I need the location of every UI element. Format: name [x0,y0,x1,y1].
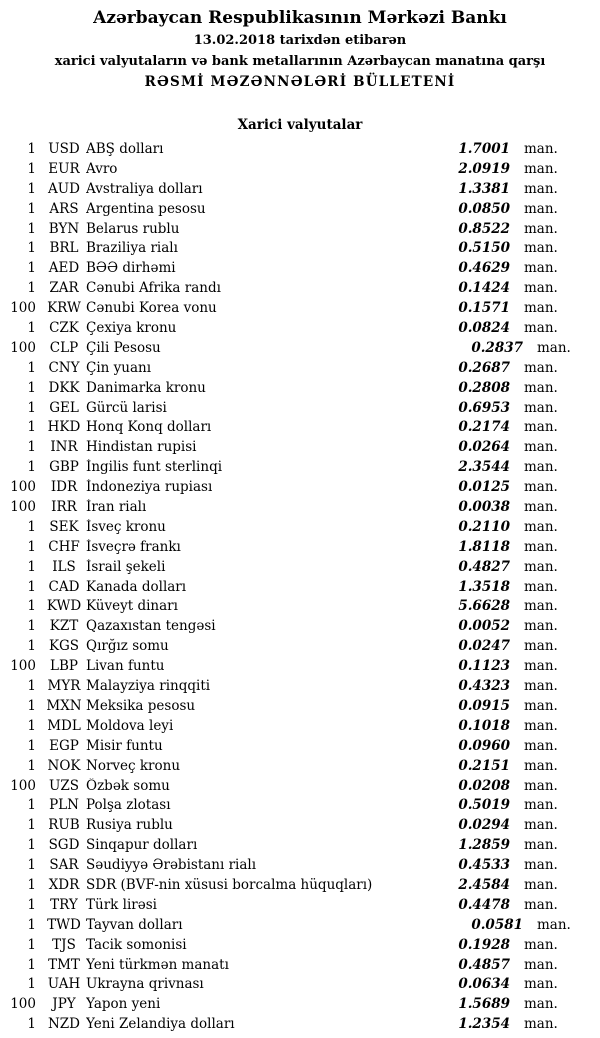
currency-name: Tayvan dolları [86,916,183,933]
currency-code: BYN [48,220,80,237]
rate-value: 0.4827 [458,558,510,575]
table-row [8,658,556,678]
currency-name: Livan funtu [86,658,165,675]
currency-name: Avstraliya dolları [86,180,203,197]
currency-name: Braziliya rialı [86,240,178,257]
currency-name: Honq Konq dolları [86,419,212,436]
quantity: 1 [27,538,36,555]
table-row [8,539,556,559]
rate-value: 0.4629 [458,260,510,277]
quantity: 1 [27,697,36,714]
unit-label: man. [524,518,558,535]
quantity: 1 [27,359,36,376]
currency-name: İsveçrə frankı [86,538,181,555]
currency-name: Türk lirəsi [86,896,157,913]
currency-name: İsrail şekeli [86,558,166,575]
unit-label: man. [524,1016,558,1033]
unit-label: man. [524,359,558,376]
unit-label: man. [524,200,558,217]
table-row [8,380,556,400]
rate-value: 0.0247 [458,638,510,655]
quantity: 1 [27,240,36,257]
currency-code: LBP [50,658,78,675]
currency-code: ILS [52,558,76,575]
quantity: 1 [27,598,36,615]
unit-label: man. [524,379,558,396]
table-row [8,221,556,241]
currency-code: ARS [49,200,79,217]
currency-code: UAH [47,976,81,993]
table-row [8,678,556,698]
table-row [8,459,556,479]
quantity: 1 [27,916,36,933]
unit-label: man. [524,260,558,277]
quantity: 1 [27,638,36,655]
currency-code: CNY [48,359,80,376]
quantity: 1 [27,1016,36,1033]
currency-name: Cənubi Korea vonu [86,300,217,317]
quantity: 1 [27,737,36,754]
table-row [8,837,556,857]
currency-code: NOK [47,757,81,774]
unit-label: man. [524,857,558,874]
rate-value: 0.0052 [458,618,510,635]
currency-code: KZT [49,618,79,635]
rate-value: 0.0824 [458,320,510,337]
rate-value: 0.0960 [458,737,510,754]
rate-value: 0.6953 [458,399,510,416]
subtitle-line: xarici valyutaların və bank metallarının Azərbaycan manatına qarşı [54,54,546,69]
currency-code: CZK [49,320,79,337]
table-row [8,400,556,420]
table-row [8,698,556,718]
table-row [8,598,556,618]
quantity: 1 [27,399,36,416]
unit-label: man. [524,459,558,476]
table-row [8,916,571,937]
unit-label: man. [524,598,558,615]
table-row [8,439,556,459]
unit-label: man. [524,558,558,575]
rate-value: 5.6628 [458,598,510,615]
rate-value: 0.4478 [458,896,510,913]
currency-code: NZD [47,1016,81,1033]
currency-code: CAD [48,578,80,595]
unit-label: man. [537,339,571,356]
quantity: 1 [27,518,36,535]
unit-label: man. [524,678,558,695]
currency-code: GBP [49,459,79,476]
unit-label: man. [524,320,558,337]
rate-value: 0.8522 [458,220,510,237]
table-row [8,618,556,638]
currency-name: Polşa zlotası [86,797,171,814]
table-row [8,141,556,161]
table-row [8,957,556,977]
currency-code: INR [50,439,78,456]
unit-label: man. [524,737,558,754]
currency-code: TRY [50,896,78,913]
table-row [8,201,556,221]
table-row [8,419,556,439]
currency-name: Misir funtu [86,737,163,754]
quantity: 1 [27,956,36,973]
currency-code: JPY [52,996,76,1013]
unit-label: man. [524,658,558,675]
rate-value: 0.4857 [458,956,510,973]
unit-label: man. [524,837,558,854]
currency-code: ZAR [49,280,79,297]
rate-value: 1.2354 [458,1016,510,1033]
unit-label: man. [524,797,558,814]
table-row [8,499,556,519]
currency-code: BRL [49,240,79,257]
quantity: 1 [27,260,36,277]
table-row [8,1016,556,1036]
unit-label: man. [524,936,558,953]
currency-code: KRW [47,300,81,317]
quantity: 100 [10,300,36,317]
currency-name: Qırğız somu [86,638,169,655]
currency-code: IDR [50,479,78,496]
quantity: 1 [27,459,36,476]
rate-value: 0.2837 [471,339,523,356]
table-row [8,778,556,798]
currency-name: Cənubi Afrika randı [86,280,221,297]
rate-value: 1.7001 [458,141,510,157]
bulletin-title: RƏSMİ MƏZƏNNƏLƏRİ BÜLLETENİ [144,74,456,90]
currency-code: HKD [47,419,81,436]
quantity: 1 [27,200,36,217]
unit-label: man. [524,479,558,496]
currency-code: EUR [48,160,80,177]
unit-label: man. [524,499,558,516]
currency-name: Moldova leyi [86,717,174,734]
rate-value: 0.2808 [458,379,510,396]
quantity: 100 [10,777,36,794]
unit-label: man. [524,876,558,893]
table-row [8,519,556,539]
quantity: 1 [27,160,36,177]
quantity: 1 [27,797,36,814]
unit-label: man. [524,638,558,655]
rate-value: 2.4584 [458,876,510,893]
rate-value: 0.4323 [458,678,510,695]
currency-name: Ukrayna qrivnası [86,976,204,993]
rate-value: 1.5689 [458,996,510,1013]
currency-code: CHF [48,538,80,555]
currency-code: DKK [48,379,80,396]
unit-label: man. [524,578,558,595]
rate-value: 0.0038 [458,499,510,516]
table-row [8,260,556,280]
currency-name: Avro [86,160,118,177]
rate-value: 0.5019 [458,797,510,814]
unit-label: man. [524,896,558,913]
unit-label: man. [524,757,558,774]
quantity: 1 [27,896,36,913]
rate-value: 1.3381 [458,180,510,197]
currency-name: Tacik somonisi [86,936,187,953]
rates-table [0,141,600,1036]
currency-name: Yapon yeni [86,996,161,1013]
table-row [8,240,556,260]
table-row [8,638,556,658]
currency-code: XDR [48,876,80,893]
currency-code: UZS [48,777,79,794]
currency-name: İran rialı [86,499,147,516]
quantity: 1 [27,976,36,993]
quantity: 1 [27,817,36,834]
currency-name: Özbək somu [86,777,170,794]
rate-value: 0.5150 [458,240,510,257]
currency-code: MXN [46,697,82,714]
currency-code: TWD [47,916,81,933]
currency-code: RUB [48,817,80,834]
currency-name: ABŞ dolları [86,141,164,157]
quantity: 1 [27,857,36,874]
currency-code: GEL [49,399,79,416]
currency-name: Hindistan rupisi [86,439,197,456]
unit-label: man. [524,777,558,794]
currency-name: Sinqapur dolları [86,837,198,854]
table-row [8,181,556,201]
date-line: 13.02.2018 tarixdən etibarən [193,33,407,48]
quantity: 100 [10,499,36,516]
quantity: 1 [27,717,36,734]
currency-name: Çili Pesosu [86,339,161,356]
currency-name: Yeni türkmən manatı [86,956,229,973]
quantity: 1 [27,578,36,595]
rate-value: 0.2151 [458,757,510,774]
currency-code: AUD [48,180,80,197]
table-row [8,738,556,758]
table-row [8,559,556,579]
rate-value: 1.3518 [458,578,510,595]
currency-name: Kanada dolları [86,578,187,595]
rate-value: 1.2859 [458,837,510,854]
currency-name: Danimarka kronu [86,379,206,396]
currency-name: İsveç kronu [86,518,166,535]
table-row [8,797,556,817]
currency-name: Küveyt dinarı [86,598,178,615]
quantity: 1 [27,439,36,456]
rate-value: 2.3544 [458,459,510,476]
rate-value: 0.2687 [458,359,510,376]
quantity: 1 [27,220,36,237]
currency-name: BƏƏ dirhəmi [86,260,176,277]
currency-code: SGD [48,837,80,854]
table-row [8,937,556,957]
rate-value: 2.0919 [458,160,510,177]
table-row [8,479,556,499]
unit-label: man. [524,717,558,734]
unit-label: man. [524,399,558,416]
currency-code: USD [48,141,80,157]
rate-value: 0.1018 [458,717,510,734]
bulletin-header [0,6,600,93]
unit-label: man. [524,180,558,197]
unit-label: man. [524,976,558,993]
table-row [8,280,556,300]
unit-label: man. [524,280,558,297]
table-row [8,300,556,320]
quantity: 1 [27,876,36,893]
currency-name: Qazaxıstan tengəsi [86,618,216,635]
table-row [8,877,556,897]
unit-label: man. [524,538,558,555]
rate-value: 0.0294 [458,817,510,834]
unit-label: man. [524,160,558,177]
currency-code: EGP [49,737,79,754]
quantity: 100 [10,658,36,675]
unit-label: man. [524,618,558,635]
currency-code: TMT [48,956,80,973]
currency-name: Səudiyyə Ərəbistanı rialı [86,857,257,874]
currency-name: Çin yuanı [86,359,152,376]
quantity: 1 [27,678,36,695]
currency-name: İngilis funt sterlinqi [86,459,223,476]
currency-code: IRR [51,499,77,516]
table-row [8,817,556,837]
rate-value: 0.0264 [458,439,510,456]
currency-name: Argentina pesosu [86,200,206,217]
rate-value: 1.8118 [458,538,510,555]
quantity: 1 [27,837,36,854]
currency-code: SAR [49,857,79,874]
rate-value: 0.0915 [458,697,510,714]
table-row [8,996,556,1016]
unit-label: man. [524,300,558,317]
quantity: 1 [27,558,36,575]
currency-code: KGS [48,638,80,655]
rate-value: 0.0208 [458,777,510,794]
currency-code: KWD [46,598,82,615]
unit-label: man. [524,817,558,834]
table-row [8,718,556,738]
rate-value: 0.0634 [458,976,510,993]
unit-label: man. [524,956,558,973]
currency-code: CLP [49,339,79,356]
currency-code: MDL [47,717,81,734]
bank-title: Azərbaycan Respublikasının Mərkəzi Bankı [93,8,507,28]
quantity: 1 [27,180,36,197]
unit-label: man. [524,141,558,157]
unit-label: man. [524,220,558,237]
table-row [8,320,556,340]
rate-value: 0.2110 [458,518,510,535]
unit-label: man. [524,240,558,257]
quantity: 1 [27,757,36,774]
rate-value: 0.1571 [458,300,510,317]
quantity: 1 [27,936,36,953]
rate-value: 0.1424 [458,280,510,297]
currency-code: SEK [49,518,79,535]
quantity: 100 [10,479,36,496]
rate-value: 0.1928 [458,936,510,953]
rate-value: 0.2174 [458,419,510,436]
currency-name: SDR (BVF-nin xüsusi borcalma hüquqları) [86,876,373,893]
table-row [8,360,556,380]
unit-label: man. [537,916,571,933]
currency-name: İndoneziya rupiası [86,479,213,496]
currency-code: MYR [47,678,81,695]
currency-name: Rusiya rublu [86,817,173,834]
currency-name: Meksika pesosu [86,697,196,714]
currency-code: TJS [52,936,76,953]
rate-value: 0.0850 [458,200,510,217]
section-title-xarici-valyutalar: Xarici valyutalar [237,117,363,133]
quantity: 1 [27,618,36,635]
currency-name: Çexiya kronu [86,320,177,337]
table-row [8,579,556,599]
currency-name: Gürcü larisi [86,399,167,416]
quantity: 1 [27,320,36,337]
quantity: 1 [27,141,36,157]
quantity: 1 [27,379,36,396]
quantity: 100 [10,339,36,356]
rate-value: 0.0125 [458,479,510,496]
unit-label: man. [524,419,558,436]
table-row [8,976,556,996]
table-row [8,857,556,877]
rate-value: 0.1123 [458,658,510,675]
currency-name: Yeni Zelandiya dolları [86,1016,235,1033]
unit-label: man. [524,996,558,1013]
currency-code: PLN [49,797,79,814]
currency-code: AED [48,260,80,277]
table-row [8,339,571,360]
table-row [8,161,556,181]
unit-label: man. [524,697,558,714]
currency-name: Norveç kronu [86,757,181,774]
table-row [8,897,556,917]
currency-name: Malayziya rinqqiti [86,678,211,695]
unit-label: man. [524,439,558,456]
rate-value: 0.4533 [458,857,510,874]
quantity: 1 [27,280,36,297]
currency-name: Belarus rublu [86,220,180,237]
table-row [8,758,556,778]
rate-value: 0.0581 [471,916,523,933]
quantity: 100 [10,996,36,1013]
quantity: 1 [27,419,36,436]
